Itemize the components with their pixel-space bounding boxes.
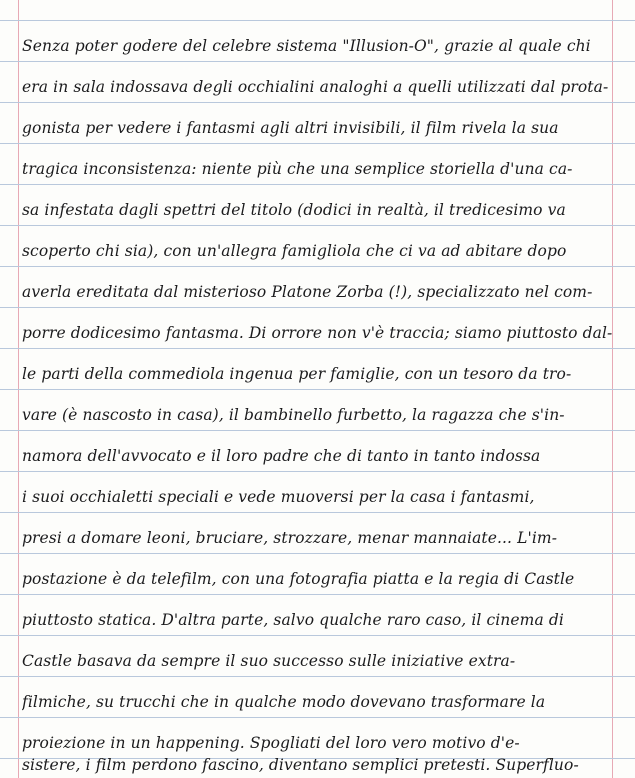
handwritten-line: scoperto chi sia), con un'allegra famigliola che ci va ad abitare dopo xyxy=(22,242,567,260)
handwritten-line: averla ereditata dal misterioso Platone Zorba (!), specializzato nel com- xyxy=(22,283,593,301)
handwritten-line: presi a domare leoni, bruciare, strozzare, menar mannaiate... L'im- xyxy=(22,529,558,547)
ruled-line xyxy=(0,20,635,21)
ruled-line xyxy=(0,389,635,390)
ruled-line xyxy=(0,102,635,103)
handwritten-line: piuttosto statica. D'altra parte, salvo qualche raro caso, il cinema di xyxy=(22,611,564,629)
ruled-line xyxy=(0,471,635,472)
handwritten-line: era in sala indossava degli occhialini analoghi a quelli utilizzati dal prota- xyxy=(22,78,609,96)
ruled-line xyxy=(0,61,635,62)
ruled-line xyxy=(0,307,635,308)
ruled-line xyxy=(0,676,635,677)
handwritten-line: namora dell'avvocato e il loro padre che di tanto in tanto indossa xyxy=(22,447,541,465)
handwritten-line: vare (è nascosto in casa), il bambinello furbetto, la ragazza che s'in- xyxy=(22,406,565,424)
handwritten-line: gonista per vedere i fantasmi agli altri invisibili, il film rivela la sua xyxy=(22,119,559,137)
ruled-line xyxy=(0,553,635,554)
ruled-line xyxy=(0,512,635,513)
ruled-line xyxy=(0,717,635,718)
ruled-line xyxy=(0,594,635,595)
handwritten-line: i suoi occhialetti speciali e vede muoversi per la casa i fantasmi, xyxy=(22,488,535,506)
handwritten-line: proiezione in un happening. Spogliati del loro vero motivo d'e- xyxy=(22,734,520,752)
handwritten-line: filmiche, su trucchi che in qualche modo dovevano trasformare la xyxy=(22,693,546,711)
handwritten-line: sistere, i film perdono fascino, diventano semplici pretesti. Superfluo- xyxy=(22,756,579,774)
handwritten-line: le parti della commediola ingenua per famiglie, con un tesoro da tro- xyxy=(22,365,572,383)
handwritten-line: tragica inconsistenza: niente più che una semplice storiella d'una ca- xyxy=(22,160,573,178)
ruled-line xyxy=(0,184,635,185)
ruled-line xyxy=(0,635,635,636)
handwritten-line: sa infestata dagli spettri del titolo (dodici in realtà, il tredicesimo va xyxy=(22,201,566,219)
ruled-line xyxy=(0,266,635,267)
handwritten-line: Castle basava da sempre il suo successo sulle iniziative extra- xyxy=(22,652,516,670)
handwritten-line: Senza poter godere del celebre sistema "Illusion-O", grazie al quale chi xyxy=(22,37,591,55)
handwritten-line: porre dodicesimo fantasma. Di orrore non v'è traccia; siamo piuttosto dal- xyxy=(22,324,612,342)
handwritten-line: postazione è da telefilm, con una fotografia piatta e la regia di Castle xyxy=(22,570,575,588)
ruled-line xyxy=(0,225,635,226)
ruled-line xyxy=(0,143,635,144)
ruled-line xyxy=(0,430,635,431)
ruled-line xyxy=(0,348,635,349)
